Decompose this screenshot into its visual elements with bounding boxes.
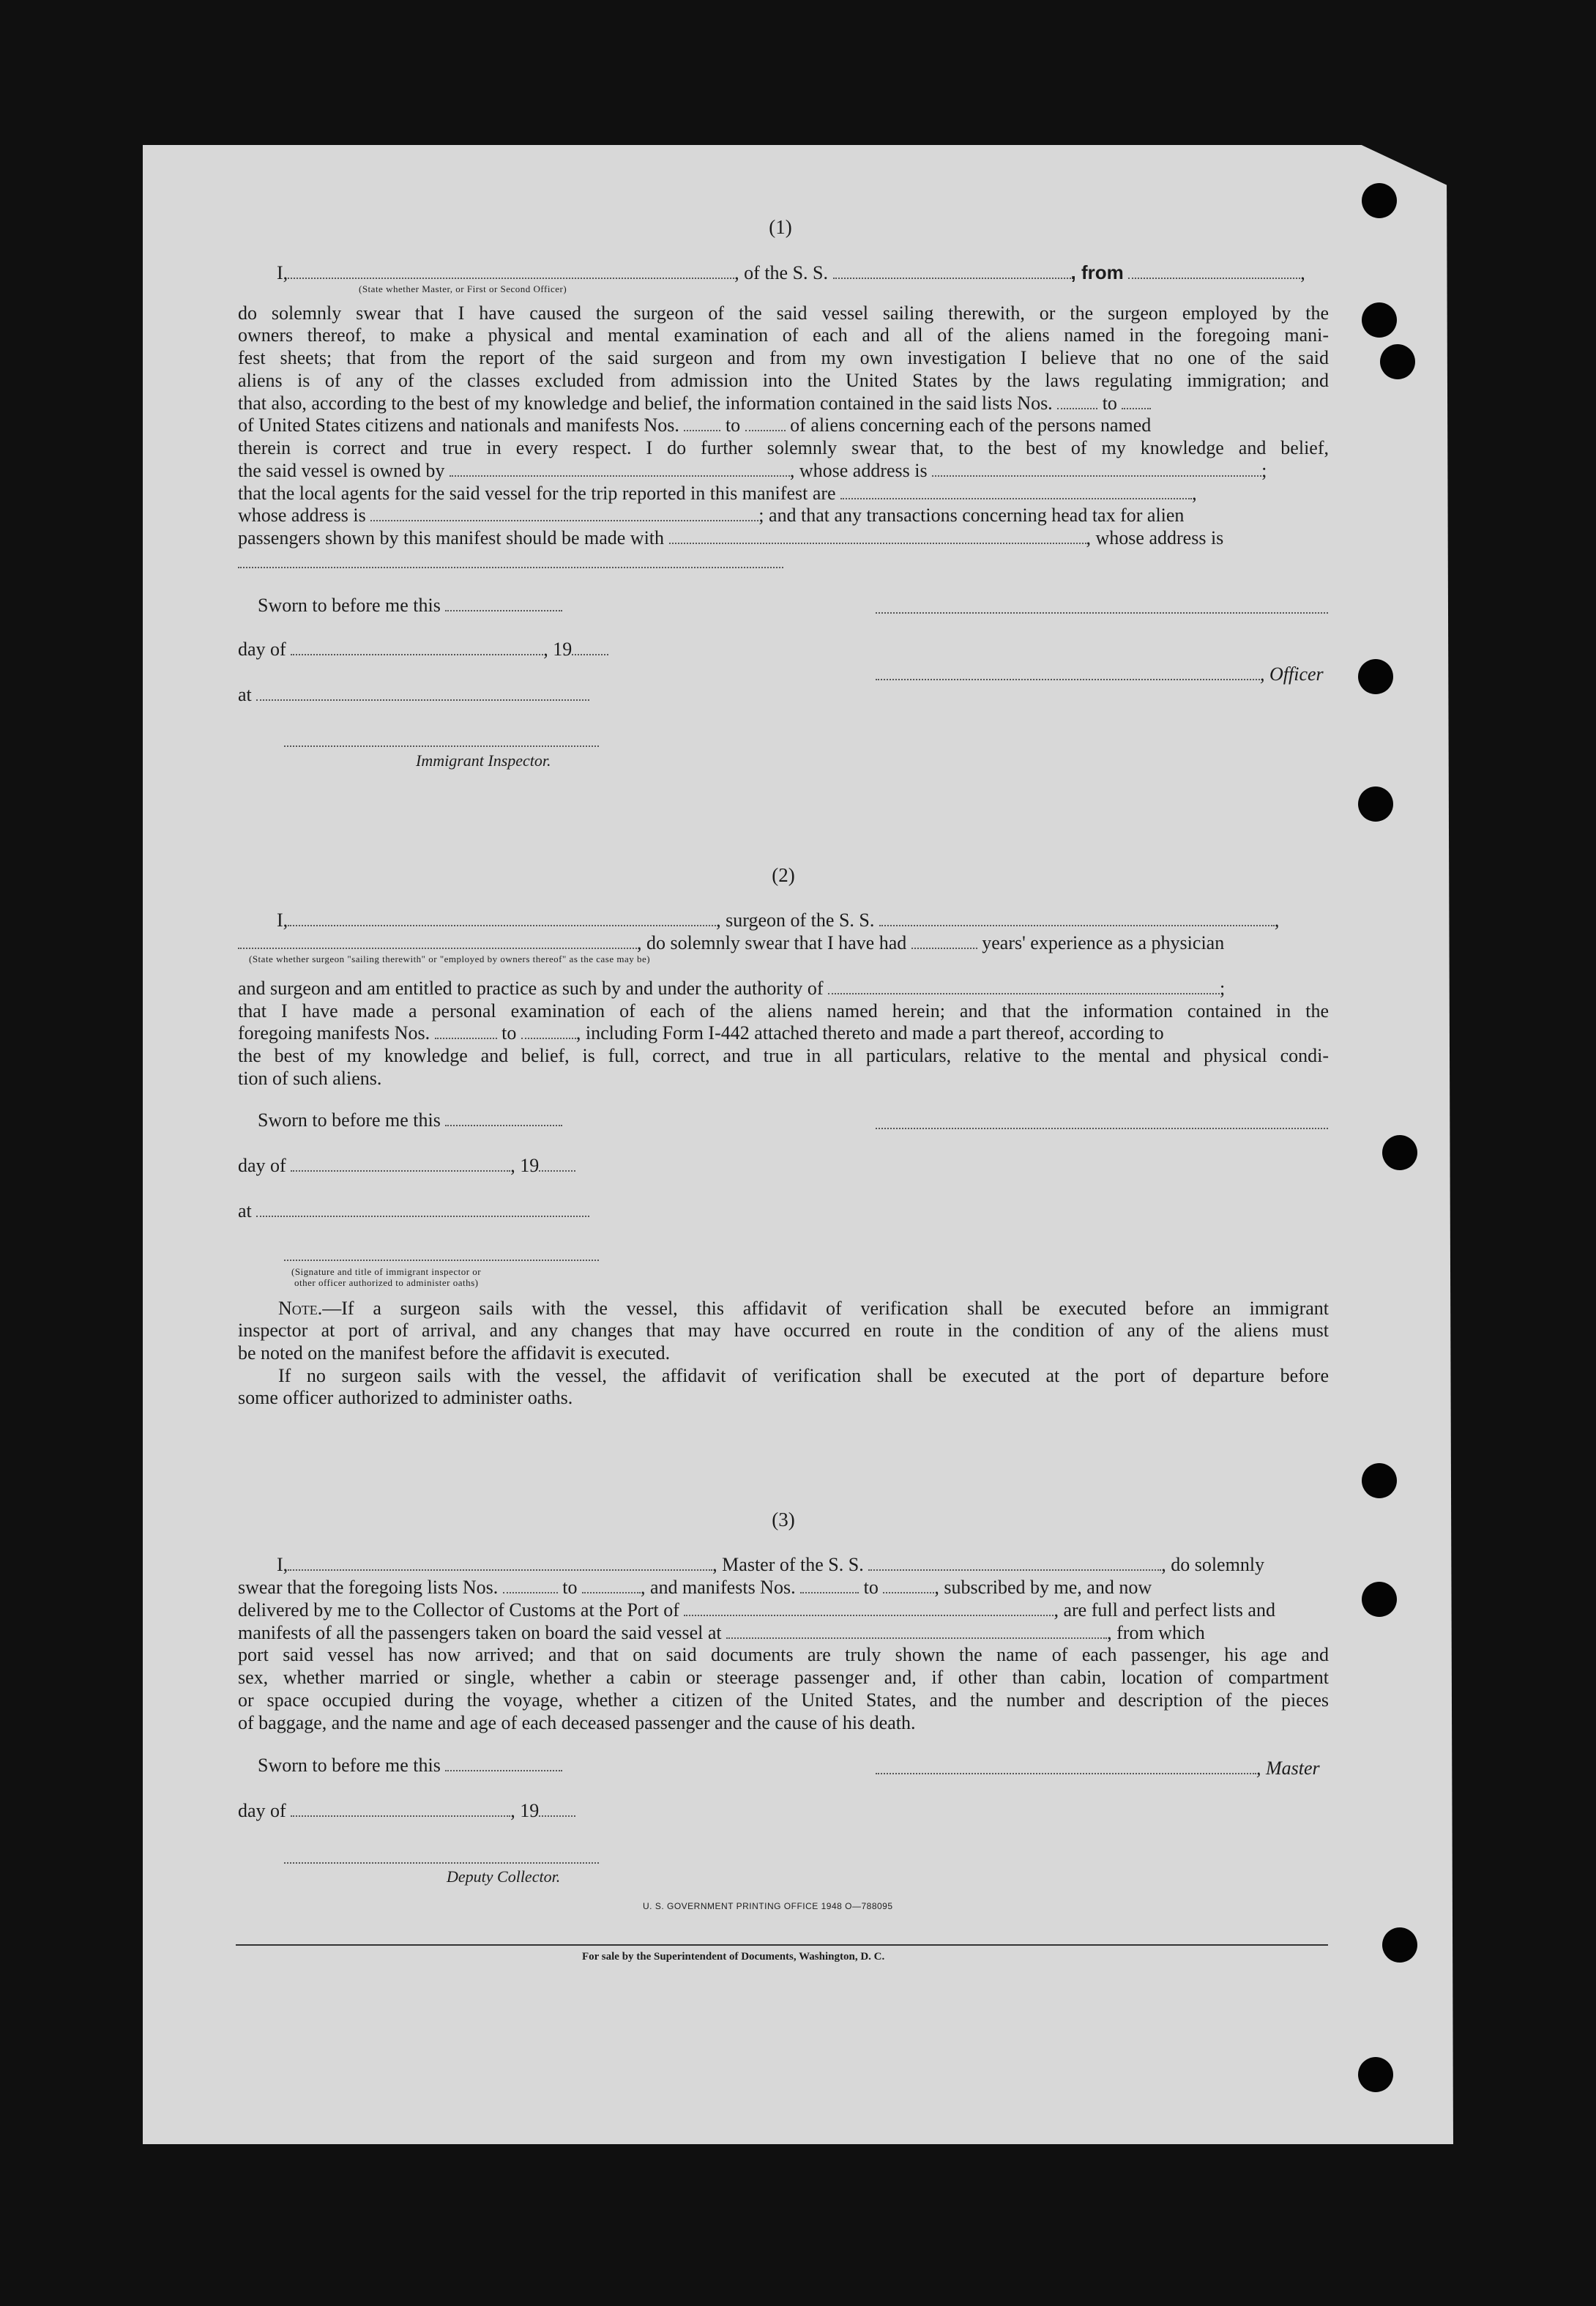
s3-line-8: of baggage, and the name and age of each deceased passenger and the cause of his death.	[238, 1712, 916, 1733]
section-3-number: (3)	[772, 1509, 795, 1530]
section-1-number: (1)	[769, 216, 792, 238]
s1-at: at	[238, 684, 589, 706]
s2-signature-line	[876, 1128, 1328, 1129]
s1-line-10: that the local agents for the said vessel for the trip reported in this manifest are ,	[238, 483, 1197, 504]
s3-deputy-label: Deputy Collector.	[447, 1867, 561, 1886]
punch-hole	[1382, 1927, 1417, 1963]
s1-line-3: owners thereof, to make a physical and mental examination of each and all of the aliens named in the foregoing mani-	[238, 324, 1329, 346]
s2-line-2: , do solemnly swear that I have had years' experience as a physician	[238, 932, 1224, 954]
punch-hole	[1358, 786, 1393, 822]
s1-line-11: whose address is ; and that any transactions concerning head tax for alien	[238, 505, 1185, 526]
punch-hole	[1358, 2057, 1393, 2092]
s2-at: at	[238, 1200, 589, 1222]
s1-address-line	[238, 567, 783, 568]
s3-day-of: day of , 19	[238, 1800, 575, 1822]
s1-line-1: I, , of the S. S. , from ,	[277, 261, 1305, 283]
s2-signature-note-2: other officer authorized to administer oaths)	[294, 1277, 479, 1288]
punch-hole	[1358, 659, 1393, 694]
sale-notice: For sale by the Superintendent of Documents, Washington, D. C.	[582, 1951, 885, 1963]
s1-officer-line: , Officer	[876, 663, 1324, 685]
s1-signature-line-1	[876, 612, 1328, 614]
s2-note-3: be noted on the manifest before the affidavit is executed.	[238, 1342, 671, 1364]
s1-line-6: that also, according to the best of my knowledge and belief, the information contained in the said lists Nos. to	[238, 393, 1329, 414]
s3-sworn: Sworn to before me this	[258, 1755, 562, 1777]
s1-line-8: therein is correct and true in every respect. I do further solemnly swear that, to the best of my knowledge and belief,	[238, 437, 1329, 458]
s2-surgeon-note: (State whether surgeon "sailing therewith" or "employed by owners thereof" as the case may be)	[249, 953, 651, 964]
s2-note-4: If no surgeon sails with the vessel, the affidavit of verification shall be executed at the port of departure before	[278, 1365, 1329, 1386]
s3-line-7: or space occupied during the voyage, whether a citizen of the United States, and the number and description of the pieces	[238, 1689, 1329, 1711]
punch-hole	[1362, 183, 1397, 218]
s2-note-2: inspector at port of arrival, and any changes that may have occurred en route in the condition of any of the aliens must	[238, 1320, 1329, 1341]
s2-line-6: the best of my knowledge and belief, is full, correct, and true in all particulars, relative to the mental and physical condi-	[238, 1045, 1329, 1066]
punch-hole	[1362, 1463, 1397, 1498]
s2-line-5: foregoing manifests Nos. to , including Form I-442 attached thereto and made a part thereof, according to	[238, 1022, 1164, 1044]
s3-line-6: sex, whether married or single, whether a cabin or steerage passenger and, if other than cabin, location of compartment	[238, 1667, 1329, 1688]
punch-hole	[1382, 1135, 1417, 1170]
s1-sworn: Sworn to before me this	[258, 595, 562, 617]
s1-inspector-line	[284, 745, 599, 747]
gpo-imprint: U. S. GOVERNMENT PRINTING OFFICE 1948 O—788095	[643, 1901, 893, 1911]
s3-deputy-line	[284, 1862, 599, 1864]
s1-line-4: fest sheets; that from the report of the said surgeon and from my own investigation I believe that no one of the said	[238, 347, 1329, 368]
s1-line-9: the said vessel is owned by , whose address is ;	[238, 460, 1267, 481]
s2-line-3: and surgeon and am entitled to practice as such by and under the authority of ;	[238, 978, 1226, 999]
s1-line-7: of United States citizens and nationals and manifests Nos. to of aliens concerning each of the persons named	[238, 414, 1152, 436]
s2-note-5: some officer authorized to administer oaths.	[238, 1387, 573, 1408]
s2-line-1: I, , surgeon of the S. S. ,	[277, 910, 1280, 931]
s1-line-12: passengers shown by this manifest should be made with , whose address is	[238, 527, 1224, 548]
s3-line-2: swear that the foregoing lists Nos. to , and manifests Nos. to , subscribed by me, and now	[238, 1577, 1152, 1598]
s2-signature-note-1: (Signature and title of immigrant inspector or	[291, 1266, 482, 1277]
s2-line-4: that I have made a personal examination of each of the aliens named herein; and that the information contained in the	[238, 1000, 1329, 1022]
s2-day-of: day of , 19	[238, 1155, 575, 1177]
s3-master-line: , Master	[876, 1758, 1320, 1779]
footer-rule	[236, 1944, 1328, 1946]
s1-officer-note: (State whether Master, or First or Second Officer)	[359, 283, 567, 294]
s3-line-1: I, , Master of the S. S. , do solemnly	[277, 1554, 1265, 1575]
s3-line-4: manifests of all the passengers taken on board the said vessel at , from which	[238, 1622, 1205, 1643]
s1-line-5: aliens is of any of the classes excluded from admission into the United States by the laws regulating immigration; and	[238, 370, 1329, 391]
s2-sworn: Sworn to before me this	[258, 1109, 562, 1131]
s3-line-3: delivered by me to the Collector of Customs at the Port of , are full and perfect lists and	[238, 1599, 1275, 1621]
s1-inspector-label: Immigrant Inspector.	[416, 751, 551, 770]
section-2-number: (2)	[772, 864, 795, 886]
punch-hole	[1362, 302, 1397, 338]
s2-inspector-line	[284, 1260, 599, 1261]
s3-line-5: port said vessel has now arrived; and that on said documents are truly shown the name of each passenger, his age and	[238, 1644, 1329, 1665]
s1-line-2: do solemnly swear that I have caused the surgeon of the said vessel sailing therewith, or the surgeon employed by the	[238, 302, 1329, 324]
s1-day-of: day of , 19	[238, 639, 608, 661]
punch-hole	[1362, 1582, 1397, 1617]
s2-line-7: tion of such aliens.	[238, 1068, 382, 1089]
punch-hole	[1380, 344, 1415, 379]
s2-note-1: Note.—If a surgeon sails with the vessel, this affidavit of verification shall be executed before an immigrant	[278, 1298, 1329, 1319]
